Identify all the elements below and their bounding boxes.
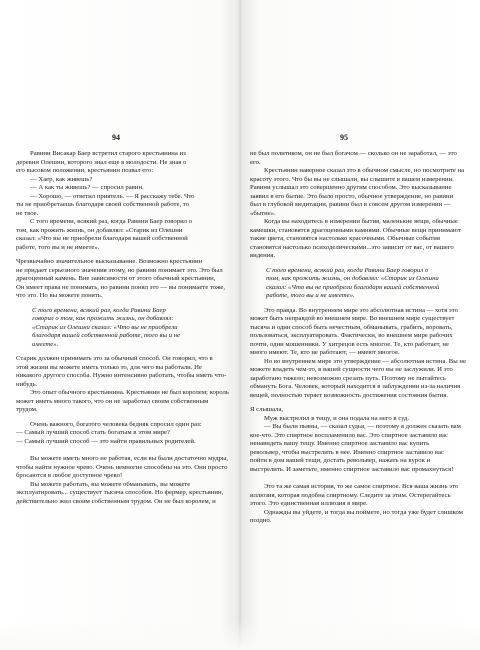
- text-line: работе, того вы и не имеете».: [16, 243, 100, 251]
- text-line: Муж выстрелил в тещу, и она подала на него в суд.: [264, 414, 410, 422]
- text-line: С того времени, всякий раз, когда Равини Баер говорил о: [266, 266, 429, 274]
- text-line: — А как ты живешь? — спросил равин.: [30, 184, 144, 191]
- text-line: был в глубокой медитации, равини был в совсем другом измерении —: [250, 201, 451, 208]
- text-line: действительно жил своим собственным трудом. Он не был королем, и: [16, 497, 216, 505]
- text-line: Это та же самая история, то же самое спиртное. Вся ваша жизнь это: [264, 483, 459, 490]
- text-line: том, как прожить жизнь, он добавлял: «Старик из Олешни: [266, 275, 439, 282]
- text-line: — Самый лучший способ — это найти правильных родителей.: [16, 437, 196, 445]
- text-line: заработано тяжело; невозможно срезать путь. Поэтому не пытайтесь: [250, 374, 446, 382]
- text-line: деревни Олешни, которого знал еще в молодости. Не зная о: [16, 158, 187, 166]
- scan-bottom-edge: [0, 620, 480, 650]
- text-line: может быть неправдой во внешнем мире. Во внешнем мире существует: [250, 315, 455, 322]
- text-line: Он имеет права не понимать, но равини понял это — вы понимаете тоже,: [16, 283, 226, 291]
- text-line: можете владеть чем-то, в вашей сущности чего вы не заслужили. И это: [250, 366, 453, 373]
- text-line: С того времени, всякий раз, когда Равини Баер говорил о: [30, 218, 193, 225]
- text-line: красоту этого. Что бы вы не слышали, вы слышите в вашем измерении.: [250, 175, 454, 183]
- text-line: видения.: [250, 252, 276, 259]
- text-line: тысяча и один способ быть нечестным, обманывать, грабить, воровать,: [250, 323, 453, 331]
- text-line: [250, 474, 466, 483]
- text-line: — Хорошо, — ответил приятель. — Я расскажу тебе. Что: [30, 192, 195, 200]
- text-line: бросаются в любое доступное чрево!: [16, 472, 123, 479]
- text-line: С того времени, всякий раз, когда Равини Баер: [32, 306, 166, 314]
- text-line: имеете».: [32, 340, 59, 348]
- text-line: сказал: «Что вы не приобрели благодаря вашей собственной: [16, 235, 188, 242]
- text-line: «Старик из Олешни сказал: «Что вы не приобрели: [32, 323, 178, 331]
- text-line: Я слышала,: [250, 406, 284, 413]
- text-line: этого. Это единственная иллюзия в мире.: [250, 500, 368, 507]
- text-line: — Вы были пьяны, — сказал судья, — поэтому я должен сказать вам: [264, 423, 461, 430]
- page-number-left: 94: [112, 133, 120, 142]
- text-line: вещей, полностью теряет возможность достижения состояния бытия.: [250, 391, 449, 399]
- text-line: ты не приобретаешь благодаря своей собственной работе, то: [16, 201, 189, 208]
- text-line: пользоваться, эксплуатировать. Фактически, во внешнем мире рабочих: [250, 332, 453, 339]
- text-line: Однажды вы уйдете, и тогда вы поймете, но тогда уже будет слишком: [264, 508, 463, 516]
- text-line: Вы можете иметь много не работая, если вы были достаточно мудры,: [30, 455, 229, 462]
- text-line: пойти в дом вашей тещи, достать револьвер, нажать на курок и: [250, 457, 431, 464]
- text-line: Очень важного, богатого человека бедняк спросил один раз:: [30, 420, 202, 428]
- text-line: — Самый лучший способ стать богатым в этом мире?: [16, 429, 170, 436]
- right-page: [240, 0, 480, 650]
- text-line: — Хаер, как живешь?: [30, 175, 93, 183]
- text-line: иллюзия, которая подобна спиртному. Следите за этим. Остерегайтесь: [250, 491, 451, 499]
- text-line: не придает серьезного значения этому, но равини понимает это. Это был: [16, 266, 223, 274]
- text-line: его высоком положении, крестьянин позвал его:: [16, 167, 154, 174]
- text-line: никакого другого способа. Нужно интенсивно работать, чтобы иметь что-: [16, 372, 227, 379]
- text-line: обмануть Бога. Человек, который находится в заблуждении из-за наличия: [250, 383, 461, 390]
- text-line: чтобы найти нужное чрево. Очень немногие способны на это. Они просто: [16, 463, 228, 471]
- text-line: Крестьянин наверное сказал это в обычном смысле, но посмотрите на: [264, 167, 465, 174]
- text-line: поздно.: [250, 517, 272, 524]
- text-line: револьвер, чтобы выстрелить в нее. Именно спиртное заставило вас: [250, 448, 444, 456]
- text-line: Вы можете работать, вы можете обманывать, вы можете: [30, 480, 191, 488]
- text-line: [16, 446, 230, 455]
- text-line: его.: [250, 158, 261, 166]
- text-line: «бытие».: [250, 209, 276, 217]
- text-line: драгоценный камень. Вне зависимости от этого обычный крестьянин,: [16, 275, 216, 282]
- text-line: этой жизни вы можете иметь только то, для чего вы работали. Не: [16, 363, 202, 371]
- text-line: почти, одни мошенники. У хитрецов есть многое. Те, кто работает, не: [250, 340, 449, 348]
- page-number-right: 95: [340, 133, 348, 142]
- text-line: Это опыт обычного крестьянина. Крестьянин не был королем; король: [30, 389, 229, 396]
- text-line: Чрезвычайно значительное высказывание. Возможно крестьянин: [16, 258, 203, 265]
- text-line: эксплуатировать... существует тысяча способов. Но фермер, крестьянин,: [16, 489, 224, 496]
- text-line: что это. Но вы можете понять.: [16, 292, 103, 299]
- text-line: Но во внутреннем мире это утверждение — абсолютная истина. Вы не: [264, 357, 466, 365]
- text-line: работе, того вы и не имеете».: [266, 292, 355, 299]
- text-line: выстрелить. И заметьте, именно спиртное заставило вас промахнуться!: [250, 465, 454, 473]
- text-line: благодаря вашей собственной работе, того вы и не: [32, 332, 181, 339]
- text-line: сказал: «Что вы не приобрели благодаря вашей собственной: [266, 283, 440, 291]
- text-line: трудом.: [16, 406, 38, 413]
- right-page-text: [250, 150, 466, 526]
- text-line: такие цвета, становятся настолько красочными. Обычные события: [250, 235, 440, 242]
- text-line: нибудь.: [16, 380, 38, 388]
- text-line: Когда вы находитесь в измерении бытия, маленькие вещи, обычные: [264, 218, 458, 225]
- text-line: Равини услышал это совершенно другим способом. Это высказывание: [250, 184, 452, 191]
- text-line: том, как прожить жизнь, он добавлял: «Старик из Олешни: [16, 226, 183, 234]
- text-line: много имеют. Те, кто не работают, — имеют многое.: [250, 349, 400, 356]
- text-line: Старик должен принимать это за обычный способ. Он говорил, что в: [16, 355, 213, 362]
- text-line: становятся настолько психоделическими...это зависит от вас, от вашего: [250, 243, 454, 251]
- text-line: кое-что. Это спиртное воспламенило вас. Это спиртное заставило вас: [250, 431, 449, 439]
- text-line: камешки, становятся драгоценными камнями. Обычные вещи принимают: [250, 226, 461, 234]
- text-line: Это правда. Во внутреннем мире это абсолютная истина — хотя это: [264, 306, 458, 314]
- text-line: заявил в его бытие. Это было просто, обычное утверждение, но равини: [250, 192, 454, 200]
- text-line: ненавидеть вашу тещу. Именно спиртное заставило вас купить: [250, 440, 430, 447]
- text-line: Равини Висакар Баер встретил старого крестьянина из: [30, 150, 186, 157]
- left-page-text: [16, 150, 230, 506]
- text-line: говорил о том, как прожить жизнь, он добавлял:: [32, 315, 174, 322]
- text-line: не был политиком, он не был богачом — сколько он не заработал, — это: [250, 150, 457, 157]
- text-line: не твое.: [16, 209, 39, 217]
- text-line: может иметь много такого, что он не заработал своим собственным: [16, 397, 209, 405]
